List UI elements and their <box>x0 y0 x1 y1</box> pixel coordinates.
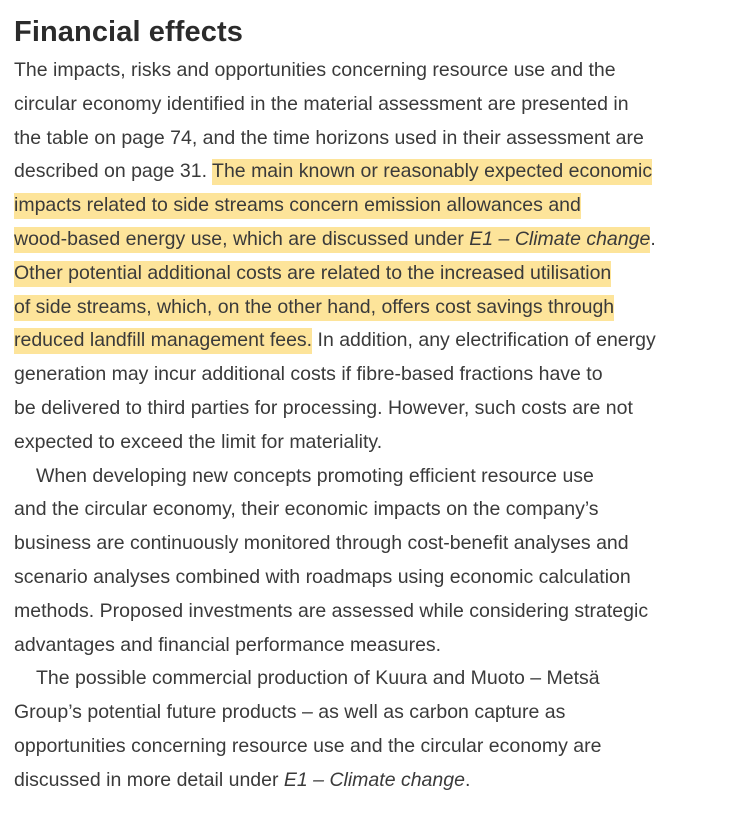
cross-reference-link[interactable]: E1 – Climate change <box>283 768 465 791</box>
text-line <box>14 392 734 426</box>
text-run: expected to exceed the limit for materiality. <box>14 430 383 453</box>
text-run: generation may incur additional costs if fibre-based fractions have to <box>14 363 603 386</box>
text-run: discussed in more detail under <box>14 768 284 791</box>
text-run: . <box>464 768 471 791</box>
paragraph-1 <box>14 54 734 460</box>
text-run: business are continuously monitored through cost-benefit analyses and <box>14 532 629 555</box>
highlighted-text: impacts related to side streams concern emission allowances and <box>14 193 581 219</box>
text-line <box>14 595 734 629</box>
text-run: In addition, any electrification of energy <box>312 329 656 352</box>
text-line <box>14 730 734 764</box>
text-line <box>14 189 734 223</box>
text-run: and the circular economy, their economic impacts on the company’s <box>14 498 599 521</box>
text-line <box>14 358 734 392</box>
text-run: scenario analyses combined with roadmaps using economic calculation <box>14 565 631 588</box>
text-run: opportunities concerning resource use and the circular economy are <box>14 734 602 757</box>
text-line <box>14 122 734 156</box>
text-line <box>14 460 734 494</box>
section-heading: Financial effects <box>14 16 243 48</box>
text-line <box>14 696 734 730</box>
text-run: The possible commercial production of Kuura and Muoto – Metsä <box>36 667 600 690</box>
paragraph-3 <box>14 662 734 797</box>
highlighted-text: of side streams, which, on the other hand, offers cost savings through <box>14 295 614 321</box>
text-run: be delivered to third parties for processing. However, such costs are not <box>14 396 633 419</box>
text-line <box>14 291 734 325</box>
text-line <box>14 223 734 257</box>
text-line <box>14 54 734 88</box>
highlighted-text: Other potential additional costs are related to the increased utilisation <box>14 261 611 287</box>
text-run: Group’s potential future products – as well as carbon capture as <box>14 701 566 724</box>
text-line <box>14 493 734 527</box>
text-line <box>14 155 734 189</box>
text-run: methods. Proposed investments are assessed while considering strategic <box>14 599 649 622</box>
text-run: the table on page 74, and the time horizons used in their assessment are <box>14 126 644 149</box>
text-line <box>14 561 734 595</box>
text-line <box>14 527 734 561</box>
text-run: circular economy identified in the material assessment are presented in <box>14 92 629 115</box>
highlighted-text: wood-based energy use, which are discussed under <box>14 227 469 253</box>
highlighted-text: reduced landfill management fees. <box>14 328 312 354</box>
text-line <box>14 629 734 663</box>
text-line <box>14 764 734 798</box>
text-line <box>14 662 734 696</box>
text-line <box>14 426 734 460</box>
highlighted-text: The main known or reasonably expected economic <box>212 159 652 185</box>
text-line <box>14 257 734 291</box>
text-line <box>14 88 734 122</box>
text-run: . <box>650 227 656 250</box>
text-run: The impacts, risks and opportunities concerning resource use and the <box>14 59 616 81</box>
cross-reference-link[interactable]: E1 – Climate change <box>469 227 650 253</box>
text-line <box>14 324 734 358</box>
text-run: When developing new concepts promoting efficient resource use <box>36 464 594 487</box>
text-run: described on page 31. <box>14 160 213 183</box>
text-run: advantages and financial performance measures. <box>14 633 442 656</box>
paragraph-2 <box>14 460 734 663</box>
